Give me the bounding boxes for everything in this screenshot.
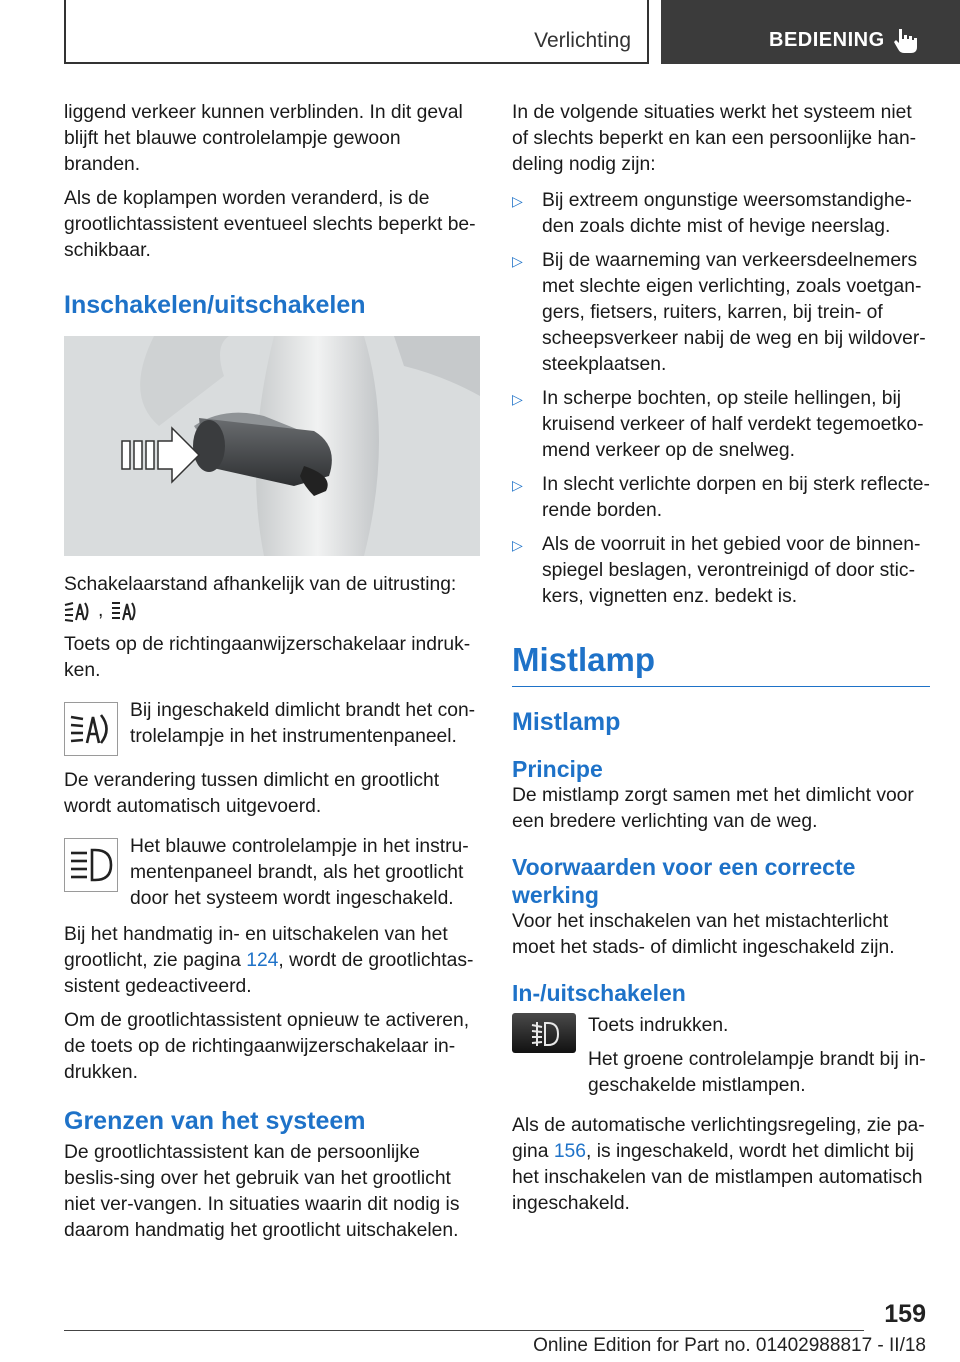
paragraph: Toets op de richtingaanwijzerschakelaar indruk-ken. [64, 634, 471, 681]
indicator-note [64, 834, 480, 912]
bullet-list [512, 188, 930, 610]
page-number: 159 [884, 1300, 926, 1328]
turn-signal-switch-photo [64, 336, 480, 556]
page-link-156[interactable]: 156 [553, 1141, 586, 1162]
list-item-text: Bij extreem ongunstige weersomstandighe-den zoals dichte mist of hevige neerslag. [542, 190, 912, 237]
chapter-heading: Mistlamp [512, 641, 656, 678]
section-heading: Inschakelen/uitschakelen [64, 291, 366, 319]
paragraph: Toets indrukken. [588, 1015, 729, 1036]
paragraph: Als de koplampen worden veranderd, is de grootlichtassistent eventueel slechts beperkt be-schikbaar. [64, 188, 476, 261]
section-title: Verlichting [534, 29, 631, 52]
section-heading: Mistlamp [512, 708, 621, 736]
text: , wordt de grootlichtas-sistent gedeactiveerd. [64, 950, 474, 997]
high-beam-indicator-icon [64, 838, 118, 892]
footer-edition: Online Edition for Part no. 01402988817 - II/18 [533, 1335, 926, 1356]
section-heading: Grenzen van het systeem [64, 1107, 366, 1135]
auto-high-beam-icon [64, 600, 90, 622]
fog-lamp-button-icon [512, 1013, 576, 1053]
paragraph: De mistlamp zorgt samen met het dimlicht voor een bredere verlichting van de weg. [512, 785, 914, 832]
high-beam-assistant-icon [111, 600, 137, 622]
paragraph [64, 922, 480, 1000]
subsection-heading: Voorwaarden voor een correcte werking [512, 854, 856, 908]
chapter-tab-label: BEDIENING [769, 29, 885, 51]
footer-rule [64, 1330, 864, 1331]
triangle-bullet-icon: ▷ [512, 537, 523, 553]
paragraph: liggend verkeer kunnen verblinden. In dit geval blijft het blauwe controlelampje gewoon branden. [64, 102, 463, 175]
fog-lamp-instruction [512, 1013, 930, 1099]
paragraph: De grootlichtassistent kan de persoonlijke beslis-sing over het gebruik van het grootlicht niet ver-vangen. In situaties waarin dit nodig is daarom handmatig het grootlicht uitschakelen. [64, 1142, 460, 1241]
caption-separator: , [98, 600, 104, 621]
list-item [512, 188, 930, 240]
list-item-text: In slecht verlichte dorpen en bij sterk reflecte-rende borden. [542, 474, 930, 521]
text: , is ingeschakeld, wordt het dimlicht bij het inschakelen van de mistlampen automatisch ingeschakeld. [512, 1141, 923, 1214]
paragraph: De verandering tussen dimlicht en grootlicht wordt automatisch uitgevoerd. [64, 770, 440, 817]
paragraph [588, 1047, 930, 1099]
subsection-heading: Principe [512, 756, 603, 782]
paragraph: Bij ingeschakeld dimlicht brandt het con-trolelampje in het instrumentenpaneel. [130, 700, 476, 747]
list-item-text: In scherpe bochten, op steile hellingen, bij kruisend verkeer of half verdekt tegemoetko-mend verkeer op de snelweg. [542, 388, 924, 461]
hand-pointer-icon [893, 27, 919, 55]
caption-icons [64, 598, 480, 624]
paragraph: Voor het inschakelen van het mistachterlicht moet het stads- of dimlicht ingeschakeld zijn. [512, 911, 895, 958]
page-header [0, 0, 960, 66]
section-frame [64, 0, 649, 64]
left-column [64, 100, 480, 1244]
right-column [512, 100, 930, 1217]
triangle-bullet-icon: ▷ [512, 193, 523, 209]
paragraph [512, 1113, 930, 1217]
text: Bij het handmatig in- en uitschakelen van het grootlicht, zie pagina [64, 924, 448, 971]
list-item-text: Als de voorruit in het gebied voor de binnen-spiegel beslagen, verontreinigd of door stic-kers, vignetten enz. bedekt is. [542, 534, 921, 607]
list-item [512, 472, 930, 524]
low-beam-indicator-icon [64, 702, 118, 756]
list-item [512, 532, 930, 610]
paragraph: Het blauwe controlelampje in het instru-mentenpaneel brandt, als het grootlicht door het systeem wordt ingeschakeld. [130, 836, 469, 909]
text: Het groene controlelampje brandt bij in-geschakelde mistlampen. [588, 1049, 926, 1096]
triangle-bullet-icon: ▷ [512, 477, 523, 493]
subsection-heading: In-/uitschakelen [512, 980, 686, 1006]
paragraph: In de volgende situaties werkt het systeem niet of slechts beperkt en kan een persoonlijke han-deling nodig zijn: [512, 102, 917, 175]
list-item-text: Bij de waarneming van verkeersdeelnemers met slechte eigen verlichting, zoals voetgan-gers, fietsers, ruiters, karren, bij trein- of scheepsverkeer nabij de weg en bij wildover-steekplaatsen. [542, 250, 926, 375]
list-item [512, 248, 930, 378]
paragraph: Om de grootlichtassistent opnieuw te activeren, de toets op de richtingaanwijzerschakelaar in-drukken. [64, 1010, 470, 1083]
list-item [512, 386, 930, 464]
indicator-note [64, 698, 480, 758]
triangle-bullet-icon: ▷ [512, 253, 523, 269]
text: Als de automatische verlichtingsregeling, zie pa-gina [512, 1115, 925, 1162]
page-link-124[interactable]: 124 [246, 950, 279, 971]
triangle-bullet-icon: ▷ [512, 391, 523, 407]
photo-caption: Schakelaarstand afhankelijk van de uitrusting: [64, 574, 457, 595]
